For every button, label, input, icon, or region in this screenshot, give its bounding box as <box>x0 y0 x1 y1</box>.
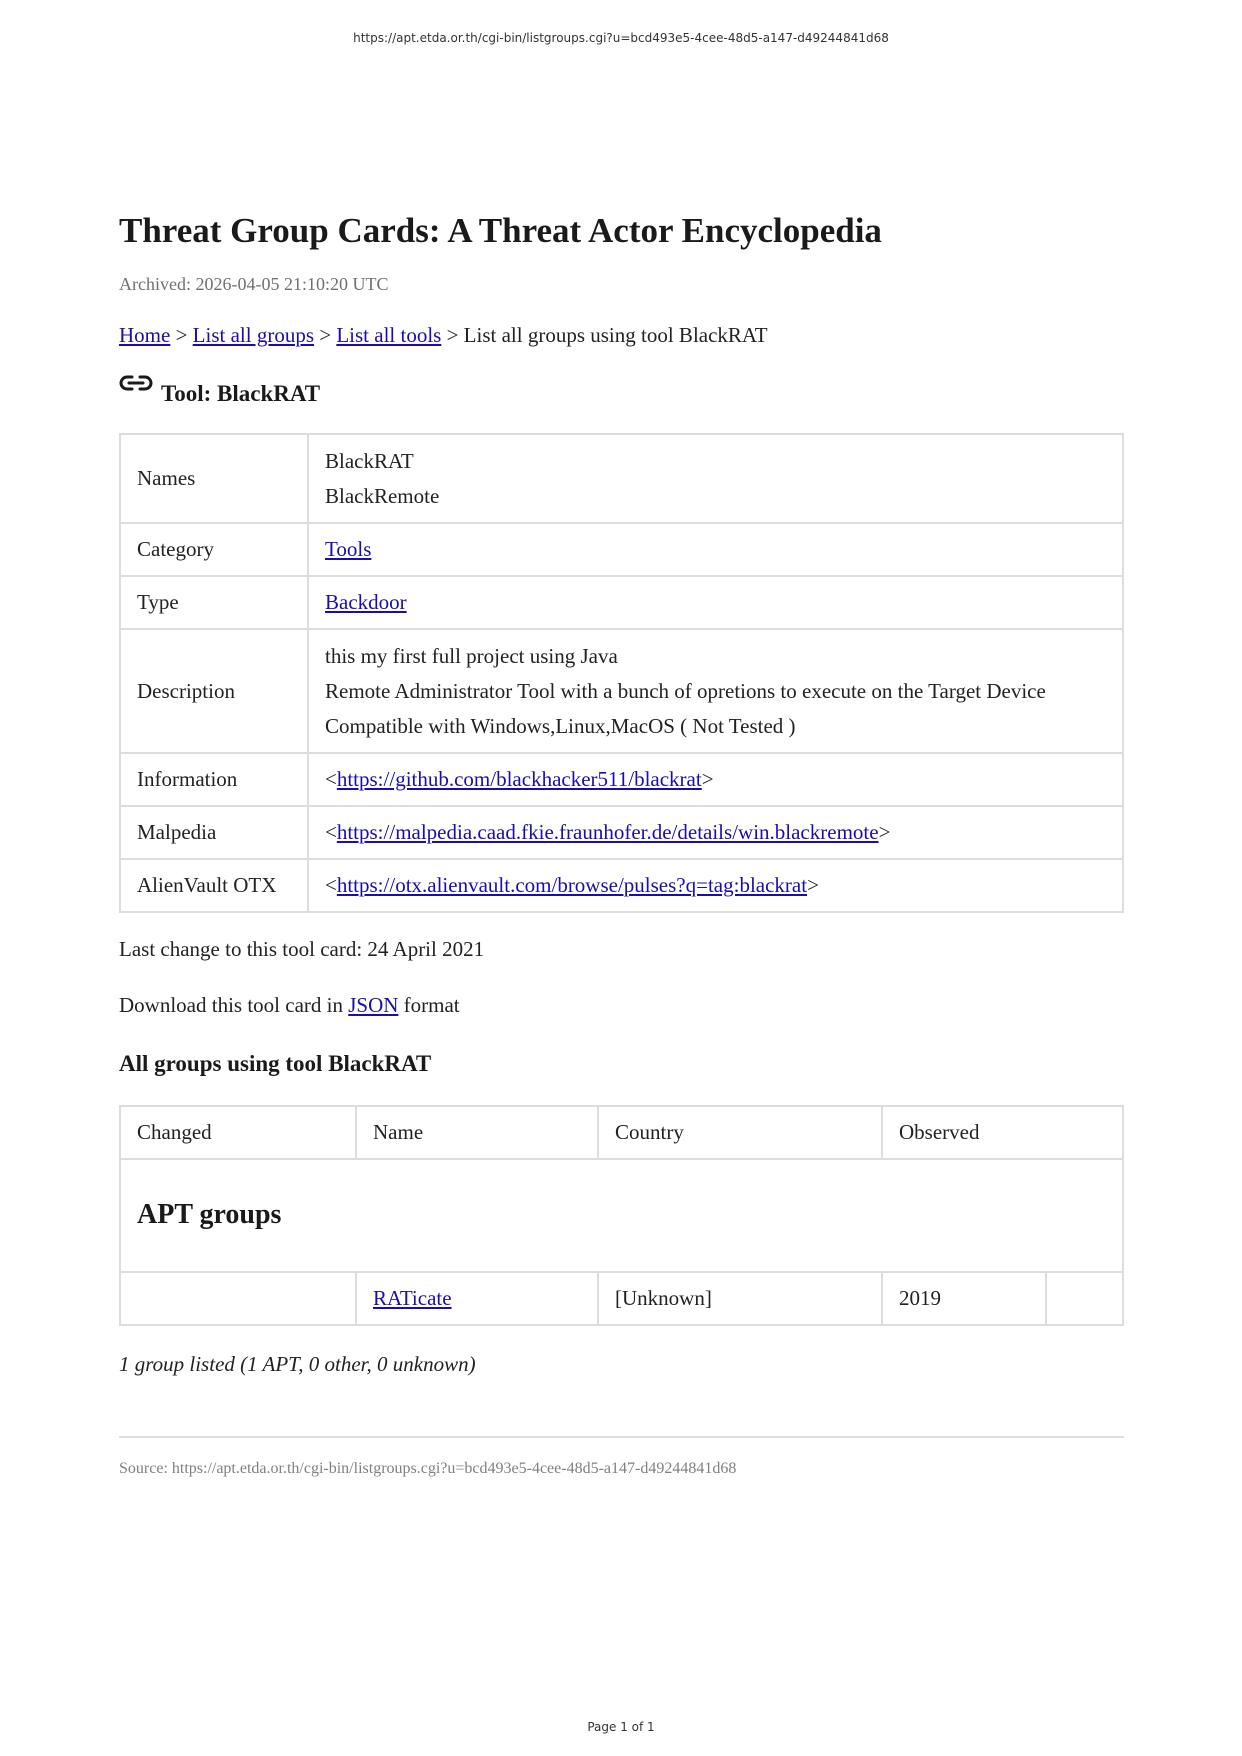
page-number: Page 1 of 1 <box>587 1720 655 1734</box>
groups-summary: 1 group listed (1 APT, 0 other, 0 unknown) <box>119 1352 476 1376</box>
table-row <box>120 806 1123 859</box>
divider <box>119 1436 1124 1438</box>
description-value <box>308 629 1123 753</box>
tool-info-table <box>119 433 1124 913</box>
table-row <box>120 859 1123 912</box>
category-label: Category <box>120 523 308 576</box>
description-line: Remote Administrator Tool with a bunch of opretions to execute on the Target Device <box>325 678 1046 703</box>
malpedia-label: Malpedia <box>120 806 308 859</box>
otx-label: AlienVault OTX <box>120 859 308 912</box>
breadcrumb-groups-link[interactable]: List all groups <box>192 323 314 347</box>
changed-cell <box>120 1272 356 1325</box>
table-header-row <box>120 1106 1123 1159</box>
breadcrumb-current: > List all groups using tool BlackRAT <box>441 323 768 347</box>
otx-link[interactable]: https://otx.alienvault.com/browse/pulses?q=tag:blackrat <box>336 873 808 897</box>
angle-bracket-open: < <box>325 873 337 897</box>
groups-table <box>119 1105 1124 1326</box>
link-icon <box>119 373 153 395</box>
column-header-observed: Observed <box>882 1106 1123 1159</box>
angle-bracket-close: > <box>807 873 819 897</box>
breadcrumb-tools-link[interactable]: List all tools <box>336 323 442 347</box>
column-header-country: Country <box>598 1106 882 1159</box>
country-cell: [Unknown] <box>598 1272 882 1325</box>
section-title: APT groups <box>137 1199 282 1230</box>
section-title-cell <box>120 1159 1123 1272</box>
groups-heading: All groups using tool BlackRAT <box>119 1051 432 1076</box>
category-link[interactable]: Tools <box>325 537 372 561</box>
page-content <box>119 210 1124 1480</box>
group-link[interactable]: RATicate <box>373 1286 452 1310</box>
type-value <box>308 576 1123 629</box>
information-label: Information <box>120 753 308 806</box>
otx-value <box>308 859 1123 912</box>
source-url: Source: https://apt.etda.or.th/cgi-bin/listgroups.cgi?u=bcd493e5-4cee-48d5-a147-d49244841d68 <box>119 1460 737 1477</box>
name-item: BlackRAT <box>325 448 414 473</box>
page-title: Threat Group Cards: A Threat Actor Encyclopedia <box>119 211 882 250</box>
breadcrumb-separator: > <box>314 323 337 347</box>
download-text <box>119 991 1124 1019</box>
last-change-text: Last change to this tool card: 24 April 2021 <box>119 937 485 961</box>
table-row <box>120 629 1123 753</box>
description-line: this my first full project using Java <box>325 643 618 668</box>
extra-cell <box>1046 1272 1123 1325</box>
type-link[interactable]: Backdoor <box>325 590 407 614</box>
section-row <box>120 1159 1123 1272</box>
angle-bracket-close: > <box>701 767 714 791</box>
breadcrumb <box>119 321 1124 349</box>
angle-bracket-close: > <box>878 820 891 844</box>
table-row <box>120 1272 1123 1325</box>
tool-heading <box>119 379 1124 409</box>
tool-heading-text: Tool: BlackRAT <box>161 381 321 406</box>
download-suffix: format <box>398 993 460 1017</box>
angle-bracket-open: < <box>325 820 337 844</box>
category-value <box>308 523 1123 576</box>
column-header-name: Name <box>356 1106 598 1159</box>
breadcrumb-separator: > <box>170 323 193 347</box>
name-cell <box>356 1272 598 1325</box>
information-value <box>308 753 1123 806</box>
angle-bracket-open: < <box>325 767 337 791</box>
information-link[interactable]: https://github.com/blackhacker511/blackrat <box>336 767 702 791</box>
print-header-url: https://apt.etda.or.th/cgi-bin/listgroups.cgi?u=bcd493e5-4cee-48d5-a147-d49244841d68 <box>353 31 889 45</box>
description-label: Description <box>120 629 308 753</box>
column-header-changed: Changed <box>120 1106 356 1159</box>
description-line: Compatible with Windows,Linux,MacOS ( Not Tested ) <box>325 713 796 738</box>
malpedia-link[interactable]: https://malpedia.caad.fkie.fraunhofer.de/details/win.blackremote <box>336 820 879 844</box>
names-value <box>308 434 1123 523</box>
table-row <box>120 576 1123 629</box>
observed-cell: 2019 <box>882 1272 1046 1325</box>
type-label: Type <box>120 576 308 629</box>
archived-timestamp: Archived: 2026-04-05 21:10:20 UTC <box>119 274 389 294</box>
table-row <box>120 753 1123 806</box>
malpedia-value <box>308 806 1123 859</box>
table-row <box>120 434 1123 523</box>
download-prefix: Download this tool card in <box>119 993 349 1017</box>
breadcrumb-home-link[interactable]: Home <box>119 323 171 347</box>
table-row <box>120 523 1123 576</box>
names-label: Names <box>120 434 308 523</box>
name-item: BlackRemote <box>325 483 440 508</box>
json-download-link[interactable]: JSON <box>348 993 399 1017</box>
